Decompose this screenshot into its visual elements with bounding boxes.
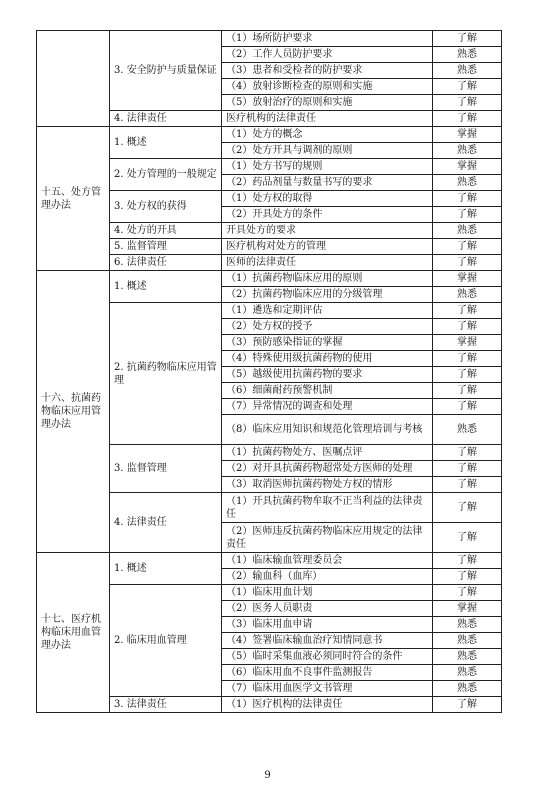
requirement-level-cell: 熟悉 (433, 649, 502, 665)
requirement-level-cell: 熟悉 (433, 633, 502, 649)
item-text-cell: （1）抗菌药物处方、医嘱点评 (222, 445, 433, 461)
requirement-level-cell: 了解 (433, 585, 502, 601)
requirement-level-cell: 了解 (433, 239, 502, 255)
table-row (37, 31, 502, 47)
requirement-level-cell: 了解 (433, 95, 502, 111)
item-text-cell: （5）越级使用抗菌药物的要求 (222, 367, 433, 383)
item-text-cell: （6）临床用血不良事件监测报告 (222, 665, 433, 681)
subsection-title-cell: 3. 安全防护与质量保证 (110, 31, 222, 111)
item-text-cell: （2）处方权的授予 (222, 319, 433, 335)
requirement-level-cell: 了解 (433, 351, 502, 367)
requirement-level-cell: 掌握 (433, 601, 502, 617)
requirement-level-cell: 了解 (433, 31, 502, 47)
item-text-cell: （1）处方权的取得 (222, 191, 433, 207)
requirement-level-cell: 了解 (433, 553, 502, 569)
subsection-title-cell: 1. 概述 (110, 271, 222, 303)
requirement-level-cell: 了解 (433, 303, 502, 319)
item-text-cell: （1）遴选和定期评估 (222, 303, 433, 319)
item-text-cell: （5）放射治疗的原则和实施 (222, 95, 433, 111)
item-text-cell: （1）医疗机构的法律责任 (222, 697, 433, 713)
requirement-level-cell: 了解 (433, 493, 502, 523)
item-text-cell: （2）开具处方的条件 (222, 207, 433, 223)
item-text-cell: 医疗机构对处方的管理 (222, 239, 433, 255)
requirement-level-cell: 熟悉 (433, 415, 502, 445)
item-text-cell: （3）临床用血申请 (222, 617, 433, 633)
requirement-level-cell: 了解 (433, 207, 502, 223)
subsection-title-cell: 3. 处方权的获得 (110, 191, 222, 223)
requirement-level-cell: 了解 (433, 445, 502, 461)
item-text-cell: 开具处方的要求 (222, 223, 433, 239)
requirement-level-cell: 掌握 (433, 127, 502, 143)
requirement-level-cell: 熟悉 (433, 287, 502, 303)
requirement-level-cell: 了解 (433, 477, 502, 493)
requirement-level-cell: 熟悉 (433, 63, 502, 79)
requirement-level-cell: 掌握 (433, 271, 502, 287)
requirement-level-cell: 熟悉 (433, 665, 502, 681)
table-row (37, 127, 502, 143)
item-text-cell: （7）异常情况的调查和处理 (222, 399, 433, 415)
item-text-cell: （2）对开具抗菌药物超常处方医师的处理 (222, 461, 433, 477)
item-text-cell: （2）药品剂量与数量书写的要求 (222, 175, 433, 191)
requirement-level-cell: 了解 (433, 697, 502, 713)
item-text-cell: （2）医务人员职责 (222, 601, 433, 617)
item-text-cell: （1）处方的概念 (222, 127, 433, 143)
requirement-level-cell: 了解 (433, 383, 502, 399)
requirement-level-cell: 了解 (433, 79, 502, 95)
item-text-cell: （8）临床应用知识和规范化管理培训与考核 (222, 415, 433, 445)
subsection-title-cell: 6. 法律责任 (110, 255, 222, 271)
section-title-cell: 十五、处方管理办法 (37, 127, 110, 271)
requirement-level-cell: 熟悉 (433, 681, 502, 697)
item-text-cell: （1）开具抗菌药物牟取不正当利益的法律责任 (222, 493, 433, 523)
requirement-level-cell: 熟悉 (433, 223, 502, 239)
section-title-cell: 十七、医疗机构临床用血管理办法 (37, 553, 110, 713)
requirement-level-cell: 了解 (433, 191, 502, 207)
subsection-title-cell: 1. 概述 (110, 127, 222, 159)
subsection-title-cell: 5. 监督管理 (110, 239, 222, 255)
section-title-cell: 十六、抗菌药物临床应用管理办法 (37, 271, 110, 553)
requirement-level-cell: 了解 (433, 461, 502, 477)
table-row (37, 553, 502, 569)
requirement-level-cell: 掌握 (433, 159, 502, 175)
requirement-level-cell: 了解 (433, 111, 502, 127)
requirement-level-cell: 熟悉 (433, 175, 502, 191)
syllabus-table-body (37, 31, 502, 713)
page-number: 9 (264, 770, 271, 781)
item-text-cell: （4）签署临床输血治疗知情同意书 (222, 633, 433, 649)
item-text-cell: （6）细菌耐药预警机制 (222, 383, 433, 399)
subsection-title-cell: 3. 法律责任 (110, 697, 222, 713)
item-text-cell: （2）处方开具与调剂的原则 (222, 143, 433, 159)
requirement-level-cell: 熟悉 (433, 617, 502, 633)
item-text-cell: （1）临床输血管理委员会 (222, 553, 433, 569)
item-text-cell: （1）抗菌药物临床应用的原则 (222, 271, 433, 287)
item-text-cell: （1）场所防护要求 (222, 31, 433, 47)
subsection-title-cell: 2. 处方管理的一般规定 (110, 159, 222, 191)
subsection-title-cell: 1. 概述 (110, 553, 222, 585)
requirement-level-cell: 掌握 (433, 335, 502, 351)
item-text-cell: （7）临床用血医学文书管理 (222, 681, 433, 697)
item-text-cell: （2）输血科（血库） (222, 569, 433, 585)
section-title-cell (37, 31, 110, 127)
item-text-cell: 医师的法律责任 (222, 255, 433, 271)
item-text-cell: （4）放射诊断检查的原则和实施 (222, 79, 433, 95)
requirement-level-cell: 了解 (433, 319, 502, 335)
syllabus-table (36, 30, 502, 713)
requirement-level-cell: 了解 (433, 367, 502, 383)
requirement-level-cell: 了解 (433, 255, 502, 271)
item-text-cell: （4）特殊使用级抗菌药物的使用 (222, 351, 433, 367)
requirement-level-cell: 了解 (433, 523, 502, 553)
table-row (37, 271, 502, 287)
subsection-title-cell: 4. 法律责任 (110, 493, 222, 553)
requirement-level-cell: 熟悉 (433, 47, 502, 63)
requirement-level-cell: 熟悉 (433, 143, 502, 159)
item-text-cell: （3）取消医师抗菌药物处方权的情形 (222, 477, 433, 493)
item-text-cell: 医疗机构的法律责任 (222, 111, 433, 127)
item-text-cell: （2）医师违反抗菌药物临床应用规定的法律责任 (222, 523, 433, 553)
subsection-title-cell: 2. 临床用血管理 (110, 585, 222, 697)
subsection-title-cell: 3. 监督管理 (110, 445, 222, 493)
item-text-cell: （3）预防感染指证的掌握 (222, 335, 433, 351)
subsection-title-cell: 4. 法律责任 (110, 111, 222, 127)
subsection-title-cell: 2. 抗菌药物临床应用管理 (110, 303, 222, 445)
item-text-cell: （2）工作人员防护要求 (222, 47, 433, 63)
subsection-title-cell: 4. 处方的开具 (110, 223, 222, 239)
item-text-cell: （5）临时采集血液必须同时符合的条件 (222, 649, 433, 665)
item-text-cell: （1）临床用血计划 (222, 585, 433, 601)
item-text-cell: （1）处方书写的规则 (222, 159, 433, 175)
requirement-level-cell: 了解 (433, 399, 502, 415)
item-text-cell: （2）抗菌药物临床应用的分级管理 (222, 287, 433, 303)
item-text-cell: （3）患者和受检者的防护要求 (222, 63, 433, 79)
requirement-level-cell: 了解 (433, 569, 502, 585)
